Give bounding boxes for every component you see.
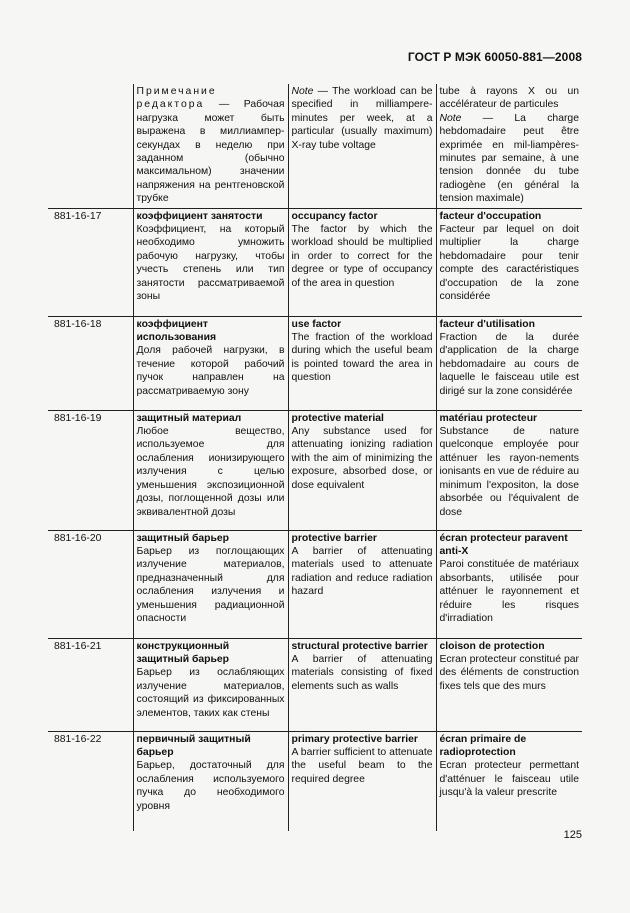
- term-number: 881-16-20: [54, 532, 102, 544]
- french-cell: [436, 84, 582, 208]
- english-note: [292, 85, 433, 152]
- english-cell: [288, 84, 436, 208]
- french-cell: [436, 316, 582, 410]
- french-definition: Facteur par lequel on doit multiplier la charge hebdomadaire pour tenir compte des caractéristiques d'occupation de la zone considérée: [439, 224, 579, 303]
- french-term: facteur d'occupation: [439, 210, 542, 222]
- english-definition: Any substance used for attenuating ionizing radiation with the aim of minimizing the exposure, absorbed dose, or dose equivalent: [291, 426, 433, 491]
- english-definition: A barrier of attenuating materials used to attenuate radiation and reduce radiation hazard: [291, 546, 433, 598]
- term-number-cell: [48, 208, 133, 316]
- table-row: [48, 530, 582, 638]
- russian-definition: Любое вещество, используемое для ослабления ионизирующего излучения с целью уменьшения экспозиционной дозы, поглощенной дозы или эквивалентной дозы: [136, 426, 285, 518]
- french-term: cloison de protection: [439, 640, 545, 652]
- russian-definition: Барьер из ослабляющих излучение материалов, состоящий из фиксированных элементов, таких как стены: [136, 667, 285, 719]
- term-number: 881-16-22: [54, 733, 102, 745]
- french-cell: [436, 208, 582, 316]
- page-number: 125: [563, 829, 582, 841]
- russian-cell: [133, 638, 288, 731]
- russian-term: коэффициент использования: [136, 318, 217, 344]
- french-definition: Paroi constituée de matériaux absorbants, utilisée pour atténuer le rayonnement et réduire les risques d'irradiation: [439, 559, 579, 625]
- french-term: écran primaire de radioprotection: [439, 733, 527, 759]
- russian-definition: Барьер, достаточный для ослабления используемого пучка до необходимого уровня: [136, 760, 285, 812]
- french-term: facteur d'utilisation: [439, 318, 535, 330]
- french-cell: [436, 731, 582, 831]
- french-cell: [436, 530, 582, 638]
- russian-definition: Барьер из поглощающих излучение материалов, предназначенный для ослабления излучения и уменьшения радиационной опасности: [136, 546, 285, 625]
- french-term: matériau protecteur: [439, 412, 538, 424]
- english-definition: The factor by which the workload should be multiplied in order to correct for the degree or type of occupancy of the area in question: [291, 224, 433, 289]
- russian-term: первичный защитный барьер: [136, 733, 251, 759]
- note-label: Note: [291, 86, 314, 97]
- english-cell: [288, 638, 436, 731]
- term-number-cell: [48, 530, 133, 638]
- english-cell: [288, 731, 436, 831]
- english-term: protective material: [291, 412, 384, 424]
- french-definition: Ecran protecteur permettant d'atténuer le faisceau utile jusqu'à la valeur prescrite: [439, 760, 579, 799]
- russian-cell: [133, 731, 288, 831]
- term-number: 881-16-18: [54, 318, 102, 330]
- term-number-cell: [48, 410, 133, 530]
- french-definition: Substance de nature quelconque employée pour atténuer les rayon-nements ionisants en vue de réduire au minimum l'expositon, la dose absorbée ou l'équivalent de dose: [439, 426, 579, 518]
- russian-definition: Коэффициент, на который необходимо умножить рабочую нагрузку, чтобы учесть степень или тип занятости рассматриваемой зоны: [136, 224, 285, 303]
- term-number-cell: [48, 731, 133, 831]
- english-cell: [288, 530, 436, 638]
- russian-term: защитный материал: [136, 412, 242, 424]
- english-term: protective barrier: [291, 532, 377, 544]
- term-number-cell: [48, 316, 133, 410]
- russian-definition: Доля рабочей нагрузки, в течение которой рабочий пучок направлен на рассматриваемую зону: [136, 345, 285, 397]
- note-text: — The workload can be specified in milliampere-minutes per week, at a particular (usually maximum) X-ray tube voltage: [291, 86, 433, 151]
- term-number: 881-16-19: [54, 412, 102, 424]
- russian-note: [137, 85, 285, 206]
- table-row: [48, 208, 582, 316]
- term-number: 881-16-17: [54, 210, 102, 222]
- russian-cell: [133, 530, 288, 638]
- russian-term: конструкционный защитный барьер: [136, 640, 230, 666]
- terms-table: [48, 84, 582, 831]
- english-term: structural protective barrier: [291, 640, 428, 652]
- note-label: Примечание редактора: [136, 86, 217, 111]
- document-header: ГОСТ Р МЭК 60050-881—2008: [407, 50, 582, 64]
- table-row: [48, 410, 582, 530]
- english-cell: [288, 316, 436, 410]
- table-row: [48, 316, 582, 410]
- french-note: [440, 112, 580, 206]
- french-definition: Ecran protecteur constitué par des éléments de construction fixes tels que des murs: [439, 654, 579, 692]
- english-term: primary protective barrier: [291, 733, 418, 745]
- table-row: [48, 638, 582, 731]
- french-definition: Fraction de la durée d'application de la charge hebdomadaire au cours de laquelle le faisceau utile est dirigé sur la zone considérée: [439, 332, 579, 397]
- french-definition: tube à rayons X ou un accélérateur de particules: [439, 86, 579, 111]
- russian-cell: [133, 208, 288, 316]
- term-number-cell: [48, 84, 133, 208]
- english-term: occupancy factor: [291, 210, 378, 222]
- english-definition: The fraction of the workload during which the useful beam is pointed toward the area in question: [291, 332, 433, 384]
- note-text: — Рабочая нагрузка может быть выражена в миллиампер-секундах в неделю при заданном (обычно максимальном) значении напряжения на рентгеновской трубке: [136, 99, 285, 205]
- table-row: [48, 731, 582, 831]
- term-number-cell: [48, 638, 133, 731]
- russian-cell: [133, 410, 288, 530]
- english-definition: A barrier of attenuating materials consisting of fixed elements such as walls: [291, 654, 433, 692]
- note-label: Note: [439, 112, 462, 124]
- french-cell: [436, 638, 582, 731]
- note-text: — La charge hebdomadaire peut être exprimée en mil-liampères-minutes par semaine, à une tension donnée du tube radiogène (en général la tension maximale): [439, 112, 579, 205]
- english-definition: A barrier sufficient to attenuate the useful beam to the required degree: [291, 747, 433, 785]
- english-cell: [288, 410, 436, 530]
- french-term: écran protecteur paravent anti-X: [439, 532, 568, 558]
- russian-term: защитный барьер: [136, 532, 230, 544]
- russian-cell: [133, 84, 288, 208]
- english-term: use factor: [291, 318, 342, 330]
- term-number: 881-16-21: [54, 640, 102, 652]
- russian-term: коэффициент занятости: [136, 210, 263, 222]
- table-row: [48, 84, 582, 208]
- french-cell: [436, 410, 582, 530]
- english-cell: [288, 208, 436, 316]
- russian-cell: [133, 316, 288, 410]
